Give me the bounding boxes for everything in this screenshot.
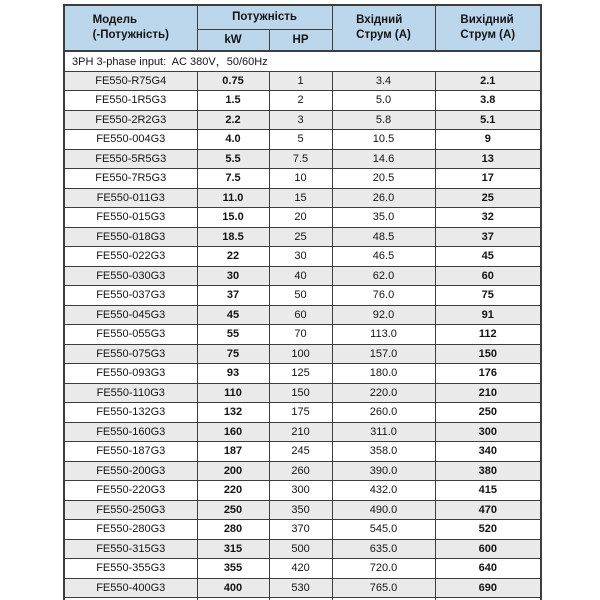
- kw-cell: 93: [197, 364, 269, 384]
- column-header-input-current: [332, 5, 435, 51]
- output-current-cell: 112: [435, 325, 541, 345]
- kw-cell: 22: [197, 247, 269, 267]
- output-current-cell: 300: [435, 422, 541, 442]
- hp-cell: 175: [269, 403, 332, 423]
- input-current-cell: 113.0: [332, 325, 435, 345]
- model-cell: FE550-R75G4: [64, 71, 197, 91]
- input-current-cell: 62.0: [332, 266, 435, 286]
- output-current-cell: 32: [435, 208, 541, 228]
- output-current-cell: 5.1: [435, 110, 541, 130]
- hp-cell: 15: [269, 188, 332, 208]
- input-current-cell: 48.5: [332, 227, 435, 247]
- kw-cell: 132: [197, 403, 269, 423]
- output-current-cell: 210: [435, 383, 541, 403]
- model-cell: FE550-132G3: [64, 403, 197, 423]
- output-current-header-line2: Струм (А): [460, 29, 516, 41]
- kw-cell: 75: [197, 344, 269, 364]
- column-header-hp: HP: [269, 29, 332, 51]
- table-row: [64, 325, 541, 345]
- kw-cell: 315: [197, 539, 269, 559]
- table-row: [64, 169, 541, 189]
- model-cell: FE550-011G3: [64, 188, 197, 208]
- table-row: [64, 344, 541, 364]
- kw-cell: 2.2: [197, 110, 269, 130]
- output-current-cell: 470: [435, 500, 541, 520]
- hp-cell: 7.5: [269, 149, 332, 169]
- input-current-cell: 720.0: [332, 559, 435, 579]
- model-cell: FE550-250G3: [64, 500, 197, 520]
- model-cell: FE550-220G3: [64, 481, 197, 501]
- model-cell: FE550-015G3: [64, 208, 197, 228]
- output-current-cell: 340: [435, 442, 541, 462]
- input-current-cell: 20.5: [332, 169, 435, 189]
- model-cell: FE550-2R2G3: [64, 110, 197, 130]
- output-current-cell: 91: [435, 305, 541, 325]
- hp-cell: 1: [269, 71, 332, 91]
- model-cell: FE550-037G3: [64, 286, 197, 306]
- input-current-cell: 14.6: [332, 149, 435, 169]
- kw-cell: 110: [197, 383, 269, 403]
- output-current-cell: 60: [435, 266, 541, 286]
- model-cell: FE550-055G3: [64, 325, 197, 345]
- input-current-cell: 358.0: [332, 442, 435, 462]
- kw-cell: 11.0: [197, 188, 269, 208]
- hp-cell: 500: [269, 539, 332, 559]
- output-current-cell: 380: [435, 461, 541, 481]
- kw-cell: 187: [197, 442, 269, 462]
- table-row: [64, 247, 541, 267]
- kw-cell: 7.5: [197, 169, 269, 189]
- input-current-cell: 390.0: [332, 461, 435, 481]
- table-row: [64, 559, 541, 579]
- table-row: [64, 539, 541, 559]
- table-row: [64, 71, 541, 91]
- hp-cell: 260: [269, 461, 332, 481]
- table-row: [64, 286, 541, 306]
- model-cell: FE550-075G3: [64, 344, 197, 364]
- input-current-cell: 92.0: [332, 305, 435, 325]
- input-current-cell: 311.0: [332, 422, 435, 442]
- hp-cell: 50: [269, 286, 332, 306]
- hp-cell: 10: [269, 169, 332, 189]
- output-current-cell: 45: [435, 247, 541, 267]
- model-cell: FE550-7R5G3: [64, 169, 197, 189]
- kw-cell: 5.5: [197, 149, 269, 169]
- model-cell: FE550-187G3: [64, 442, 197, 462]
- table-header: [64, 5, 541, 51]
- column-header-power-group: Потужність: [197, 5, 332, 29]
- input-current-cell: 35.0: [332, 208, 435, 228]
- table-row: [64, 266, 541, 286]
- kw-cell: 200: [197, 461, 269, 481]
- hp-cell: 370: [269, 520, 332, 540]
- kw-cell: 4.0: [197, 130, 269, 150]
- model-cell: FE550-018G3: [64, 227, 197, 247]
- output-current-cell: 520: [435, 520, 541, 540]
- input-current-cell: 5.8: [332, 110, 435, 130]
- output-current-cell: 37: [435, 227, 541, 247]
- kw-cell: 1.5: [197, 91, 269, 111]
- kw-cell: 160: [197, 422, 269, 442]
- table-row: [64, 403, 541, 423]
- output-current-cell: 415: [435, 481, 541, 501]
- input-current-cell: 157.0: [332, 344, 435, 364]
- model-cell: FE550-004G3: [64, 130, 197, 150]
- input-current-cell: 180.0: [332, 364, 435, 384]
- model-cell: FE550-030G3: [64, 266, 197, 286]
- input-current-cell: 76.0: [332, 286, 435, 306]
- table-row: [64, 500, 541, 520]
- kw-cell: 0.75: [197, 71, 269, 91]
- hp-cell: 125: [269, 364, 332, 384]
- kw-cell: 18.5: [197, 227, 269, 247]
- model-header-line2: (-Потужність): [92, 29, 169, 41]
- table-row: [64, 461, 541, 481]
- input-current-cell: 490.0: [332, 500, 435, 520]
- table-body: [64, 51, 541, 600]
- table-row: [64, 481, 541, 501]
- table-row: [64, 578, 541, 598]
- hp-cell: 25: [269, 227, 332, 247]
- input-current-cell: 10.5: [332, 130, 435, 150]
- input-current-cell: 26.0: [332, 188, 435, 208]
- kw-cell: 37: [197, 286, 269, 306]
- hp-cell: 5: [269, 130, 332, 150]
- kw-cell: 15.0: [197, 208, 269, 228]
- hp-cell: 3: [269, 110, 332, 130]
- input-current-cell: 765.0: [332, 578, 435, 598]
- input-current-cell: 46.5: [332, 247, 435, 267]
- hp-cell: 150: [269, 383, 332, 403]
- column-header-kw: kW: [197, 29, 269, 51]
- table-row: [64, 110, 541, 130]
- output-current-cell: 75: [435, 286, 541, 306]
- input-current-header-line1: Вхідний: [356, 14, 403, 27]
- output-current-cell: 150: [435, 344, 541, 364]
- table-row: [64, 442, 541, 462]
- table-row: [64, 383, 541, 403]
- hp-cell: 40: [269, 266, 332, 286]
- hp-cell: 100: [269, 344, 332, 364]
- table-row: [64, 364, 541, 384]
- kw-cell: 30: [197, 266, 269, 286]
- kw-cell: 55: [197, 325, 269, 345]
- input-current-header-line2: Струм (А): [356, 29, 411, 41]
- hp-cell: 30: [269, 247, 332, 267]
- model-cell: FE550-1R5G3: [64, 91, 197, 111]
- output-current-cell: 25: [435, 188, 541, 208]
- inverter-spec-table: [63, 4, 542, 600]
- model-cell: FE550-093G3: [64, 364, 197, 384]
- model-cell: FE550-045G3: [64, 305, 197, 325]
- table-row: [64, 227, 541, 247]
- output-current-cell: 17: [435, 169, 541, 189]
- hp-cell: 245: [269, 442, 332, 462]
- kw-cell: 45: [197, 305, 269, 325]
- model-cell: FE550-355G3: [64, 559, 197, 579]
- kw-cell: 400: [197, 578, 269, 598]
- hp-cell: 530: [269, 578, 332, 598]
- kw-cell: 220: [197, 481, 269, 501]
- output-current-cell: 13: [435, 149, 541, 169]
- hp-cell: 2: [269, 91, 332, 111]
- table-row: [64, 149, 541, 169]
- column-header-output-current: [435, 5, 541, 51]
- kw-cell: 280: [197, 520, 269, 540]
- output-current-cell: 9: [435, 130, 541, 150]
- hp-cell: 70: [269, 325, 332, 345]
- model-header-line1: Модель: [92, 14, 138, 27]
- model-cell: FE550-110G3: [64, 383, 197, 403]
- section-note-row: [64, 51, 541, 71]
- section-note: 3PH 3-phase input: AC 380V，50/60Hz: [64, 51, 541, 71]
- input-current-cell: 260.0: [332, 403, 435, 423]
- model-cell: FE550-5R5G3: [64, 149, 197, 169]
- column-header-model: [64, 5, 197, 51]
- table-row: [64, 422, 541, 442]
- output-current-cell: 176: [435, 364, 541, 384]
- hp-cell: 300: [269, 481, 332, 501]
- input-current-cell: 635.0: [332, 539, 435, 559]
- model-cell: FE550-022G3: [64, 247, 197, 267]
- kw-cell: 250: [197, 500, 269, 520]
- hp-cell: 420: [269, 559, 332, 579]
- table-row: [64, 188, 541, 208]
- output-current-cell: 2.1: [435, 71, 541, 91]
- output-current-header-line1: Вихідний: [460, 14, 514, 27]
- output-current-cell: 600: [435, 539, 541, 559]
- output-current-cell: 250: [435, 403, 541, 423]
- model-cell: FE550-315G3: [64, 539, 197, 559]
- output-current-cell: 640: [435, 559, 541, 579]
- model-cell: FE550-400G3: [64, 578, 197, 598]
- table-row: [64, 520, 541, 540]
- model-cell: FE550-160G3: [64, 422, 197, 442]
- table-row: [64, 130, 541, 150]
- input-current-cell: 3.4: [332, 71, 435, 91]
- model-cell: FE550-200G3: [64, 461, 197, 481]
- model-cell: FE550-280G3: [64, 520, 197, 540]
- table-row: [64, 91, 541, 111]
- hp-cell: 60: [269, 305, 332, 325]
- output-current-cell: 3.8: [435, 91, 541, 111]
- input-current-cell: 432.0: [332, 481, 435, 501]
- output-current-cell: 690: [435, 578, 541, 598]
- hp-cell: 20: [269, 208, 332, 228]
- input-current-cell: 220.0: [332, 383, 435, 403]
- input-current-cell: 545.0: [332, 520, 435, 540]
- hp-cell: 210: [269, 422, 332, 442]
- table-row: [64, 305, 541, 325]
- kw-cell: 355: [197, 559, 269, 579]
- input-current-cell: 5.0: [332, 91, 435, 111]
- table-row: [64, 208, 541, 228]
- hp-cell: 350: [269, 500, 332, 520]
